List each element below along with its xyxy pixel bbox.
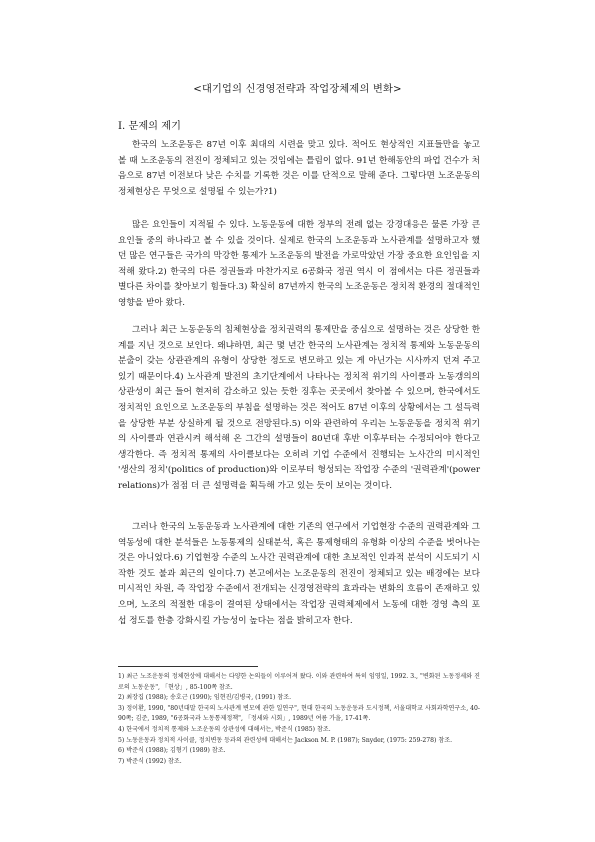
body-paragraph-3: 그러나 최근 노동운동의 침체현상을 정치권력의 통제만을 중심으로 설명하는 것은 상당한 한계를 지닌 것으로 보인다. 왜냐하면, 최근 몇 년간 한국의 노사관계는 정치적 통제와 노동운동의 분출이 갖는 상관관계의 유형이 상당한 정도로 변모하고 있는 게 아닌가는 시사까지 던져 주고 있기 때문이다.4) 노사관계 발전의 초기단계에서 나타나는 정치적 위기의 사이클과 노동갱의의 상관성이 최근 들어 현저히 감소하고 있는 듯한 징후는 곳곳에서 찾아볼 수 있으며, 한국에서도 정치적인 요인으로 노조운동의 부침을 설명하는 것은 적어도 87년 이후의 상황에서는 그 설득력을 상당한 부분 상실하게 될 것으로 전망된다.5) 이와 관련하여 우리는 노동운동을 정치적 위기의 사이클과 연관시켜 해석해 온 그간의 설명들이 80년대 후반 이후부터는 수정되어야 한다고 생각한다. 즉 정치적 통제의 사이클보다는 오히려 기업 수준에서 진행되는 노사간의 미시적인 '생산의 정치'(politics of production)와 이로부터 형성되는 작업장 수준의 '권력관계'(power relations)가 점점 더 큰 설명력을 획득해 가고 있는 듯이 보이는 것이다. — [118, 325, 480, 491]
footnote-6: 6) 박준식 (1988); 김형기 (1989) 참조. — [118, 747, 226, 755]
body-paragraph-2: 많은 요인들이 지적될 수 있다. 노동운동에 대한 정부의 전례 없는 강경대응은 물론 가장 큰 요인들 중의 하나라고 볼 수 있을 것이다. 실제로 한국의 노조운동과 노사관계를 설명하고자 했던 많은 연구들은 국가의 막강한 통제가 노조운동의 발전을 가로막았던 가장 중요한 요인임을 지적해 왔다.2) 한국의 다른 정권들과 마찬가지로 6공화국 정권 역시 이 점에서는 다른 정권들과 별다른 차이를 찾아보기 힘들다.3) 확실히 87년까지 한국의 노조운동은 정치적 환경의 절대적인 영향을 받아 왔다. — [118, 220, 480, 308]
footnote-divider — [118, 666, 258, 667]
footnote-7: 7) 박준식 (1992) 참조. — [118, 757, 182, 765]
footnotes — [118, 672, 480, 767]
footnote-3: 3) 정이환, 1990, "80년대말 한국의 노사관계 변모에 관한 일연구", 현대 한국의 노동운동과 도시정책, 서울대학교 사회과학연구소, 40-90쪽; 김준, 1989, "6공화국과 노동통제정책", 「정세와 시회」, 1989년 여름 가을, 17-41쪽. — [118, 704, 480, 723]
body-paragraph-1: 한국의 노조운동은 87년 이후 최대의 시련을 맞고 있다. 적어도 현상적인 지표들만을 놓고 볼 때 노조운동의 전진이 정체되고 있는 것임에는 틀림이 없다. 91년 한해동안의 파업 건수가 처음으로 87년 이전보다 낮은 수치를 기록한 것은 이를 단적으로 말해 준다. 그렇다면 노조운동의 정체현상은 무엇으로 설명될 수 있는가?1) — [118, 140, 480, 197]
section-heading: I. 문제의 제기 — [118, 121, 181, 132]
footnote-1: 1) 최근 노조운동의 정체현상에 대해서는 다양한 논의들이 이루어져 왔다. 이와 관련하여 특히 임영일, 1992. 3., "변화된 노동정세와 진로의 노동운동", 「현상」, 85-100쪽 참조. — [118, 673, 480, 691]
footnote-5: 5) 노동운동과 정치적 사이클, 정치변동 등과의 관련성에 대해서는 Jackson M. P. (1987); Snyder, (1975: 259-278) 참조. — [118, 736, 453, 744]
footnote-4: 4) 한국에서 정치적 통제와 노조운동의 상관성에 대해서는, 박준식 (1985) 참조. — [118, 725, 331, 733]
body-paragraph-4: 그러나 한국의 노동운동과 노사관계에 대한 기존의 연구에서 기업현장 수준의 권력관계와 그 역동성에 대한 분석들은 노동통제의 실태분석, 혹은 통제형태의 유형화 이상의 수준을 벗어나는 것은 아니었다.6) 기업현장 수준의 노사간 권력관계에 대한 초보적인 인과적 분석이 시도되기 시작한 것도 불과 최근의 일이다.7) 본고에서는 노조운동의 전진이 정체되고 있는 배경에는 보다 미시적인 차원, 즉 작업장 수준에서 전개되는 신경영전략의 효과라는 변화의 흐름이 존재하고 있으며, 노조의 적절한 대응이 결여된 상태에서는 작업장 권력체제에서 노동에 대한 경영 측의 포섭 정도를 한층 강화시킬 가능성이 높다는 점을 밝히고자 한다. — [118, 522, 480, 626]
footnote-2: 2) 최장집 (1988); 송호근 (1990); 임현진/김병국, (1991) 참조. — [118, 694, 292, 702]
document-title: <대기업의 신경영전략과 작업장체제의 변화> — [193, 84, 402, 95]
